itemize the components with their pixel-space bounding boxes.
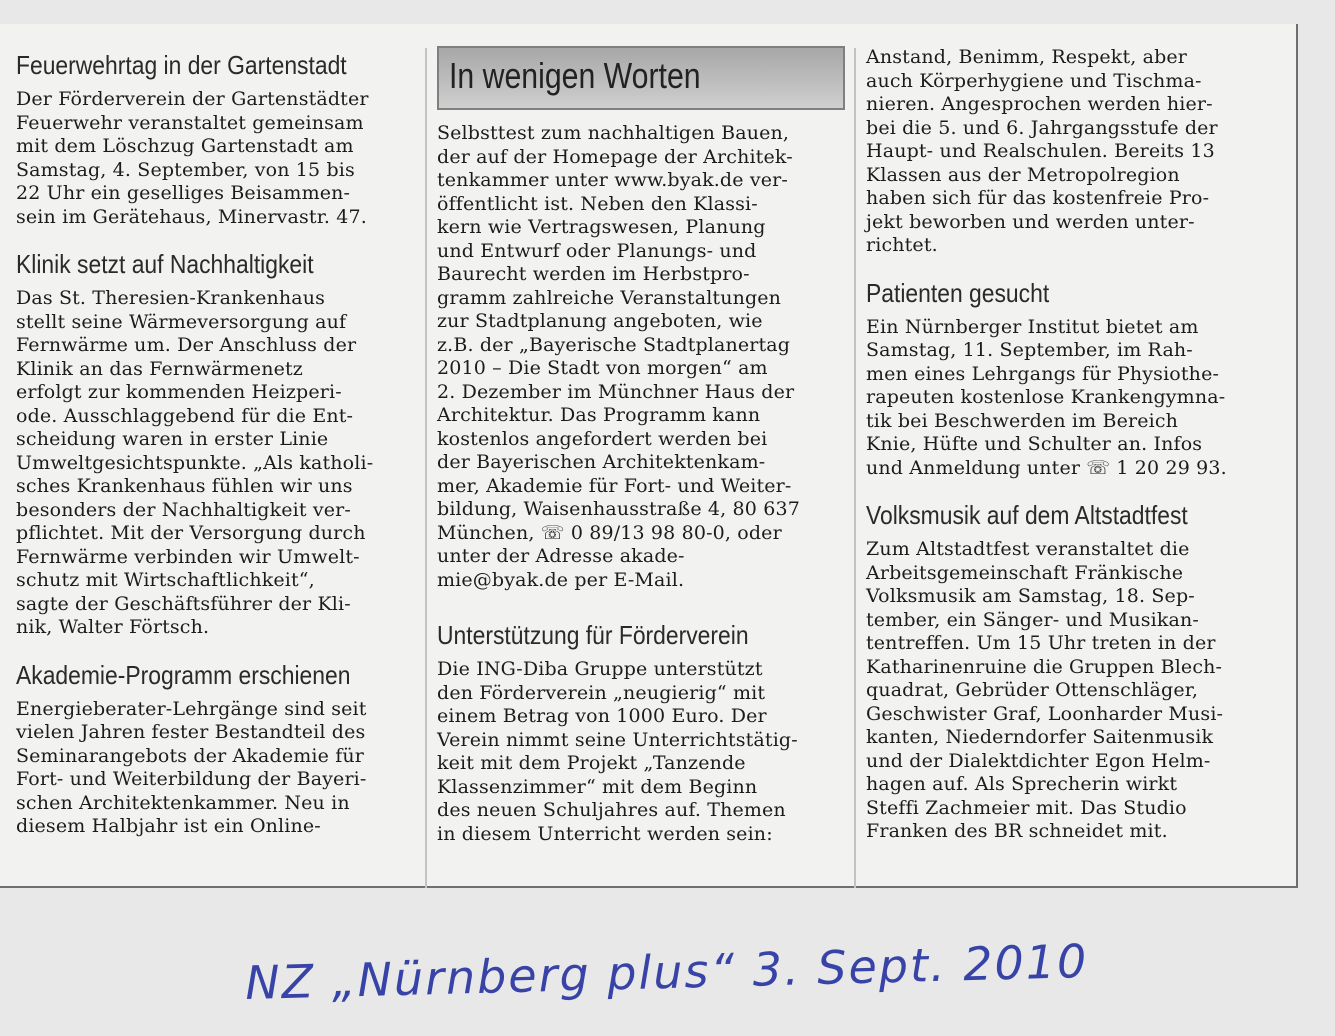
article-title: Patienten gesucht [866, 277, 1050, 308]
text-line: tember, ein Sänger- und Musikan- [866, 608, 1199, 631]
article-body [866, 316, 1264, 481]
text-line: Klassen aus der Metropolregion [866, 163, 1180, 186]
text-line: Fort- und Weiterbildung der Bayeri- [16, 768, 367, 790]
text-line: gramm zahlreiche Veranstaltungen [437, 286, 782, 309]
article-body [866, 538, 1264, 844]
text-line: Knie, Hüfte und Schulter an. Infos [866, 433, 1203, 455]
article [16, 249, 416, 640]
text-line: des neuen Schuljahres auf. Themen [437, 799, 786, 821]
article-title: Klinik setzt auf Nachhaltigkeit [16, 249, 314, 279]
text-line: und Anmeldung unter ☏ 1 20 29 93. [866, 456, 1227, 479]
text-line: Architektur. Das Programm kann [437, 404, 761, 426]
bleed-through-top [20, 0, 1320, 24]
article [437, 620, 845, 846]
text-line: öffentlicht ist. Neben den Klassi- [437, 192, 758, 215]
text-line: München, ☏ 0 89/13 98 80-0, oder [437, 521, 782, 544]
article [16, 50, 416, 229]
text-line: haben sich für das kostenfreie Pro- [866, 187, 1210, 209]
text-line: Selbsttest zum nachhaltigen Bauen, [437, 122, 790, 144]
text-line: keit mit dem Projekt „Tanzende [437, 752, 746, 774]
text-line: Volksmusik am Samstag, 18. Sep- [866, 585, 1195, 607]
text-line: tentreffen. Um 15 Uhr treten in der [866, 632, 1216, 654]
article-body [437, 658, 845, 846]
text-line: nik, Walter Förtsch. [16, 616, 210, 638]
text-line: Feuerwehr veranstaltet gemeinsam [16, 111, 364, 134]
text-line: tenkammer unter www.byak.de ver- [437, 169, 788, 191]
text-line: besonders der Nachhaltigkeit ver- [16, 498, 351, 521]
text-line: stellt seine Wärmeversorgung auf [16, 310, 347, 333]
text-line: bei die 5. und 6. Jahrgangsstufe der [866, 116, 1218, 139]
text-line: ode. Ausschlaggebend für die Ent- [16, 404, 354, 427]
text-line: in diesem Unterricht werden sein: [437, 822, 773, 845]
article-title: Unterstützung für Förderverein [437, 620, 749, 650]
text-line: quadrat, Gebrüder Ottenschläger, [866, 679, 1199, 701]
text-line: bildung, Waisenhausstraße 4, 80 637 [437, 498, 800, 520]
column-2 [437, 46, 845, 866]
box-title: In wenigen Worten [449, 55, 701, 96]
text-line: den Förderverein „neugierig“ mit [437, 681, 766, 704]
article-body [16, 287, 416, 640]
text-line: einem Betrag von 1000 Euro. Der [437, 705, 767, 727]
article-body [16, 698, 416, 839]
text-line: Fernwärme verbinden wir Umwelt- [16, 545, 360, 568]
article [16, 660, 416, 839]
text-line: Arbeitsgemeinschaft Fränkische [866, 561, 1184, 584]
text-line: kern wie Vertragswesen, Planung [437, 216, 766, 238]
text-line: Steffi Zachmeier mit. Das Studio [866, 796, 1187, 819]
text-line: schen Architektenkammer. Neu in [16, 791, 350, 814]
text-line: Klinik an das Fernwärmenetz [16, 357, 303, 380]
text-line: mie@byak.de per E-Mail. [437, 568, 685, 591]
text-line: mer, Akademie für Fort- und Weiter- [437, 474, 792, 497]
text-line: Klassenzimmer“ mit dem Beginn [437, 775, 758, 798]
article-body [16, 88, 416, 229]
text-line: mit dem Löschzug Gartenstadt am [16, 135, 354, 157]
text-line: diesem Halbjahr ist ein Online- [16, 815, 321, 837]
text-line: Geschwister Graf, Loonharder Musi- [866, 702, 1224, 725]
column-rule [854, 48, 856, 888]
text-line: rapeuten kostenlose Krankengymna- [866, 386, 1226, 408]
text-line: sches Krankenhaus fühlen wir uns [16, 475, 353, 497]
text-line: Baurecht werden im Herbstpro- [437, 263, 750, 285]
text-line: scheidung waren in erster Linie [16, 428, 329, 450]
text-line: 2010 – Die Stadt von morgen“ am [437, 357, 768, 379]
text-line: sein im Gerätehaus, Minervastr. 47. [16, 205, 367, 228]
article [866, 500, 1264, 844]
column-3 [866, 46, 1264, 864]
handwritten-note: NZ „Nürnberg plus“ 3. Sept. 2010 [244, 933, 1089, 1011]
text-line: Die ING-Diba Gruppe unterstützt [437, 658, 763, 680]
text-line: Samstag, 4. September, von 15 bis [16, 158, 355, 181]
text-line: auch Körperhygiene und Tischma- [866, 69, 1202, 92]
text-line: Katharinenruine die Gruppen Blech- [866, 655, 1223, 678]
text-line: Haupt- und Realschulen. Bereits 13 [866, 140, 1215, 162]
text-line: richtet. [866, 234, 938, 256]
text-line: zur Stadtplanung angeboten, wie [437, 310, 763, 332]
text-line: erfolgt zur kommenden Heizperi- [16, 381, 342, 403]
text-line: Umweltgesichtspunkte. „Als katholi- [16, 451, 374, 474]
box-intro-text [437, 122, 845, 592]
text-line: tik bei Beschwerden im Bereich [866, 409, 1179, 432]
text-line: kostenlos angefordert werden bei [437, 427, 768, 450]
continuation-text [866, 46, 1264, 258]
text-line: Zum Altstadtfest veranstaltet die [866, 538, 1190, 560]
text-line: Verein nimmt seine Unterrichtstätig- [437, 728, 798, 751]
column-rule [425, 48, 427, 888]
box-title-banner [437, 46, 845, 110]
text-line: nieren. Angesprochen werden hier- [866, 93, 1213, 115]
text-line: Ein Nürnberger Institut bietet am [866, 315, 1199, 338]
text-line: Fernwärme um. Der Anschluss der [16, 334, 357, 356]
column-1 [16, 50, 416, 859]
text-line: hagen auf. Als Sprecherin wirkt [866, 773, 1178, 795]
text-line: z.B. der „Bayerische Stadtplanertag [437, 333, 791, 356]
text-line: 22 Uhr ein geselliges Beisammen- [16, 182, 351, 204]
text-line: Energieberater-Lehrgänge sind seit [16, 697, 367, 720]
text-line: der auf der Homepage der Architek- [437, 145, 793, 168]
text-line: Franken des BR schneidet mit. [866, 820, 1168, 842]
column-3-articles [866, 278, 1264, 844]
text-line: pflichtet. Mit der Versorgung durch [16, 522, 366, 544]
text-line: und der Dialektdichter Egon Helm- [866, 749, 1211, 772]
text-line: vielen Jahren fester Bestandteil des [16, 721, 366, 743]
article-title: Feuerwehrtag in der Gartenstadt [16, 50, 347, 80]
text-line: Das St. Theresien-Krankenhaus [16, 287, 326, 309]
text-line: men eines Lehrgangs für Physiothe- [866, 362, 1220, 385]
text-line: jekt beworben und werden unter- [866, 210, 1195, 233]
text-line: schutz mit Wirtschaftlichkeit“, [16, 569, 315, 591]
text-line: und Entwurf oder Planungs- und [437, 239, 757, 262]
text-line: Anstand, Benimm, Respekt, aber [866, 46, 1188, 68]
text-line: sagte der Geschäftsführer der Kli- [16, 592, 351, 615]
article-title: Akademie-Programm erschienen [16, 659, 351, 690]
article [866, 278, 1264, 481]
text-line: Samstag, 11. September, im Rah- [866, 339, 1193, 361]
newspaper-clipping [0, 24, 1298, 888]
text-line: kanten, Niederndorfer Saitenmusik [866, 726, 1214, 748]
text-line: Der Förderverein der Gartenstädter [16, 88, 369, 110]
text-line: Seminarangebots der Akademie für [16, 744, 365, 767]
text-line: 2. Dezember im Münchner Haus der [437, 380, 795, 403]
article-title: Volksmusik auf dem Altstadtfest [866, 500, 1188, 530]
text-line: der Bayerischen Architektenkam- [437, 451, 766, 473]
text-line: unter der Adresse akade- [437, 545, 685, 567]
